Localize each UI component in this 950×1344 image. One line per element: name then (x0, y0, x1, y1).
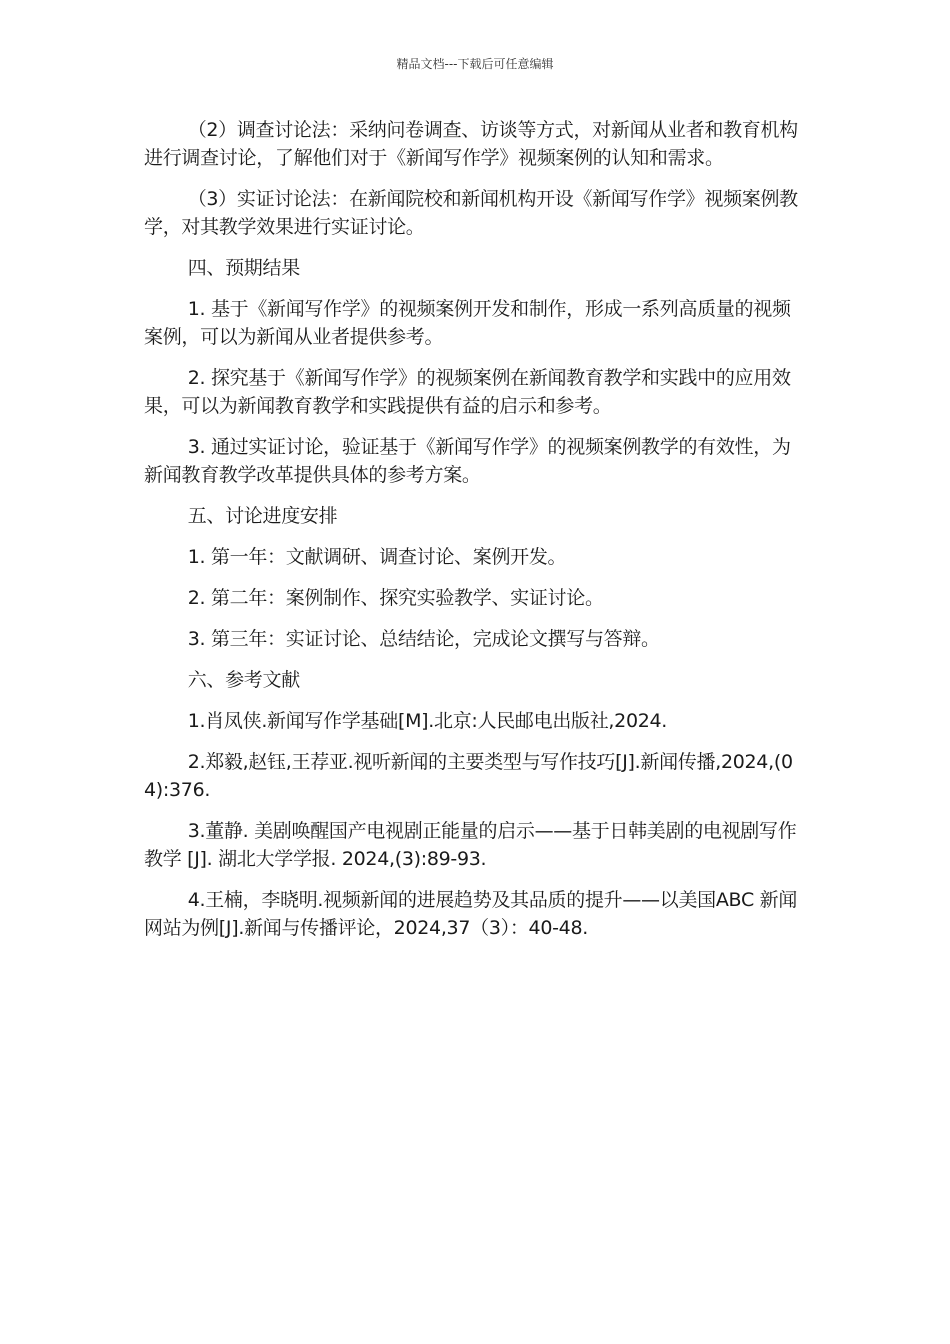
page-header: 精品文档---下载后可任意编辑 (396, 57, 554, 71)
section-heading-expected-results: 四、预期结果 (187, 257, 300, 279)
paragraph-schedule-1: 1. 第一年：文献调研、调查讨论、案例开发。 (187, 546, 567, 568)
section-heading-references: 六、参考文献 (187, 669, 300, 691)
paragraph-result-1: 1. 基于《新闻写作学》的视频案例开发和制作，形成一系列高质量的视频案例，可以为新闻从业者提供参考。 (144, 298, 791, 348)
section-heading-schedule: 五、讨论进度安排 (187, 505, 338, 527)
paragraph-schedule-3: 3. 第三年：实证讨论、总结结论，完成论文撰写与答辩。 (187, 628, 660, 650)
paragraph-method-survey: （2）调查讨论法：采纳问卷调查、访谈等方式，对新闻从业者和教育机构进行调查讨论，了解他们对于《新闻写作学》视频案例的认知和需求。 (144, 119, 798, 169)
reference-2: 2.郑毅,赵钰,王荐亚.视听新闻的主要类型与写作技巧[J].新闻传播,2024,(04):376. (144, 751, 793, 801)
reference-4: 4.王楠，李晓明.视频新闻的进展趋势及其品质的提升——以美国ABC 新闻网站为例[J].新闻与传播评论，2024,37（3）：40-48. (144, 889, 798, 939)
paragraph-method-empirical: （3）实证讨论法：在新闻院校和新闻机构开设《新闻写作学》视频案例教学，对其教学效果进行实证讨论。 (144, 188, 798, 238)
document-body (144, 116, 808, 955)
paragraph-result-2: 2. 探究基于《新闻写作学》的视频案例在新闻教育教学和实践中的应用效果，可以为新闻教育教学和实践提供有益的启示和参考。 (144, 367, 791, 417)
paragraph-schedule-2: 2. 第二年：案例制作、探究实验教学、实证讨论。 (187, 587, 604, 609)
reference-3: 3.董静. 美剧唤醒国产电视剧正能量的启示——基于日韩美剧的电视剧写作教学 [J]. 湖北大学学报. 2024,(3):89-93. (144, 820, 797, 870)
paragraph-result-3: 3. 通过实证讨论，验证基于《新闻写作学》的视频案例教学的有效性，为新闻教育教学改革提供具体的参考方案。 (144, 436, 791, 486)
reference-1: 1.肖凤侠.新闻写作学基础[M].北京:人民邮电出版社,2024. (187, 710, 668, 732)
